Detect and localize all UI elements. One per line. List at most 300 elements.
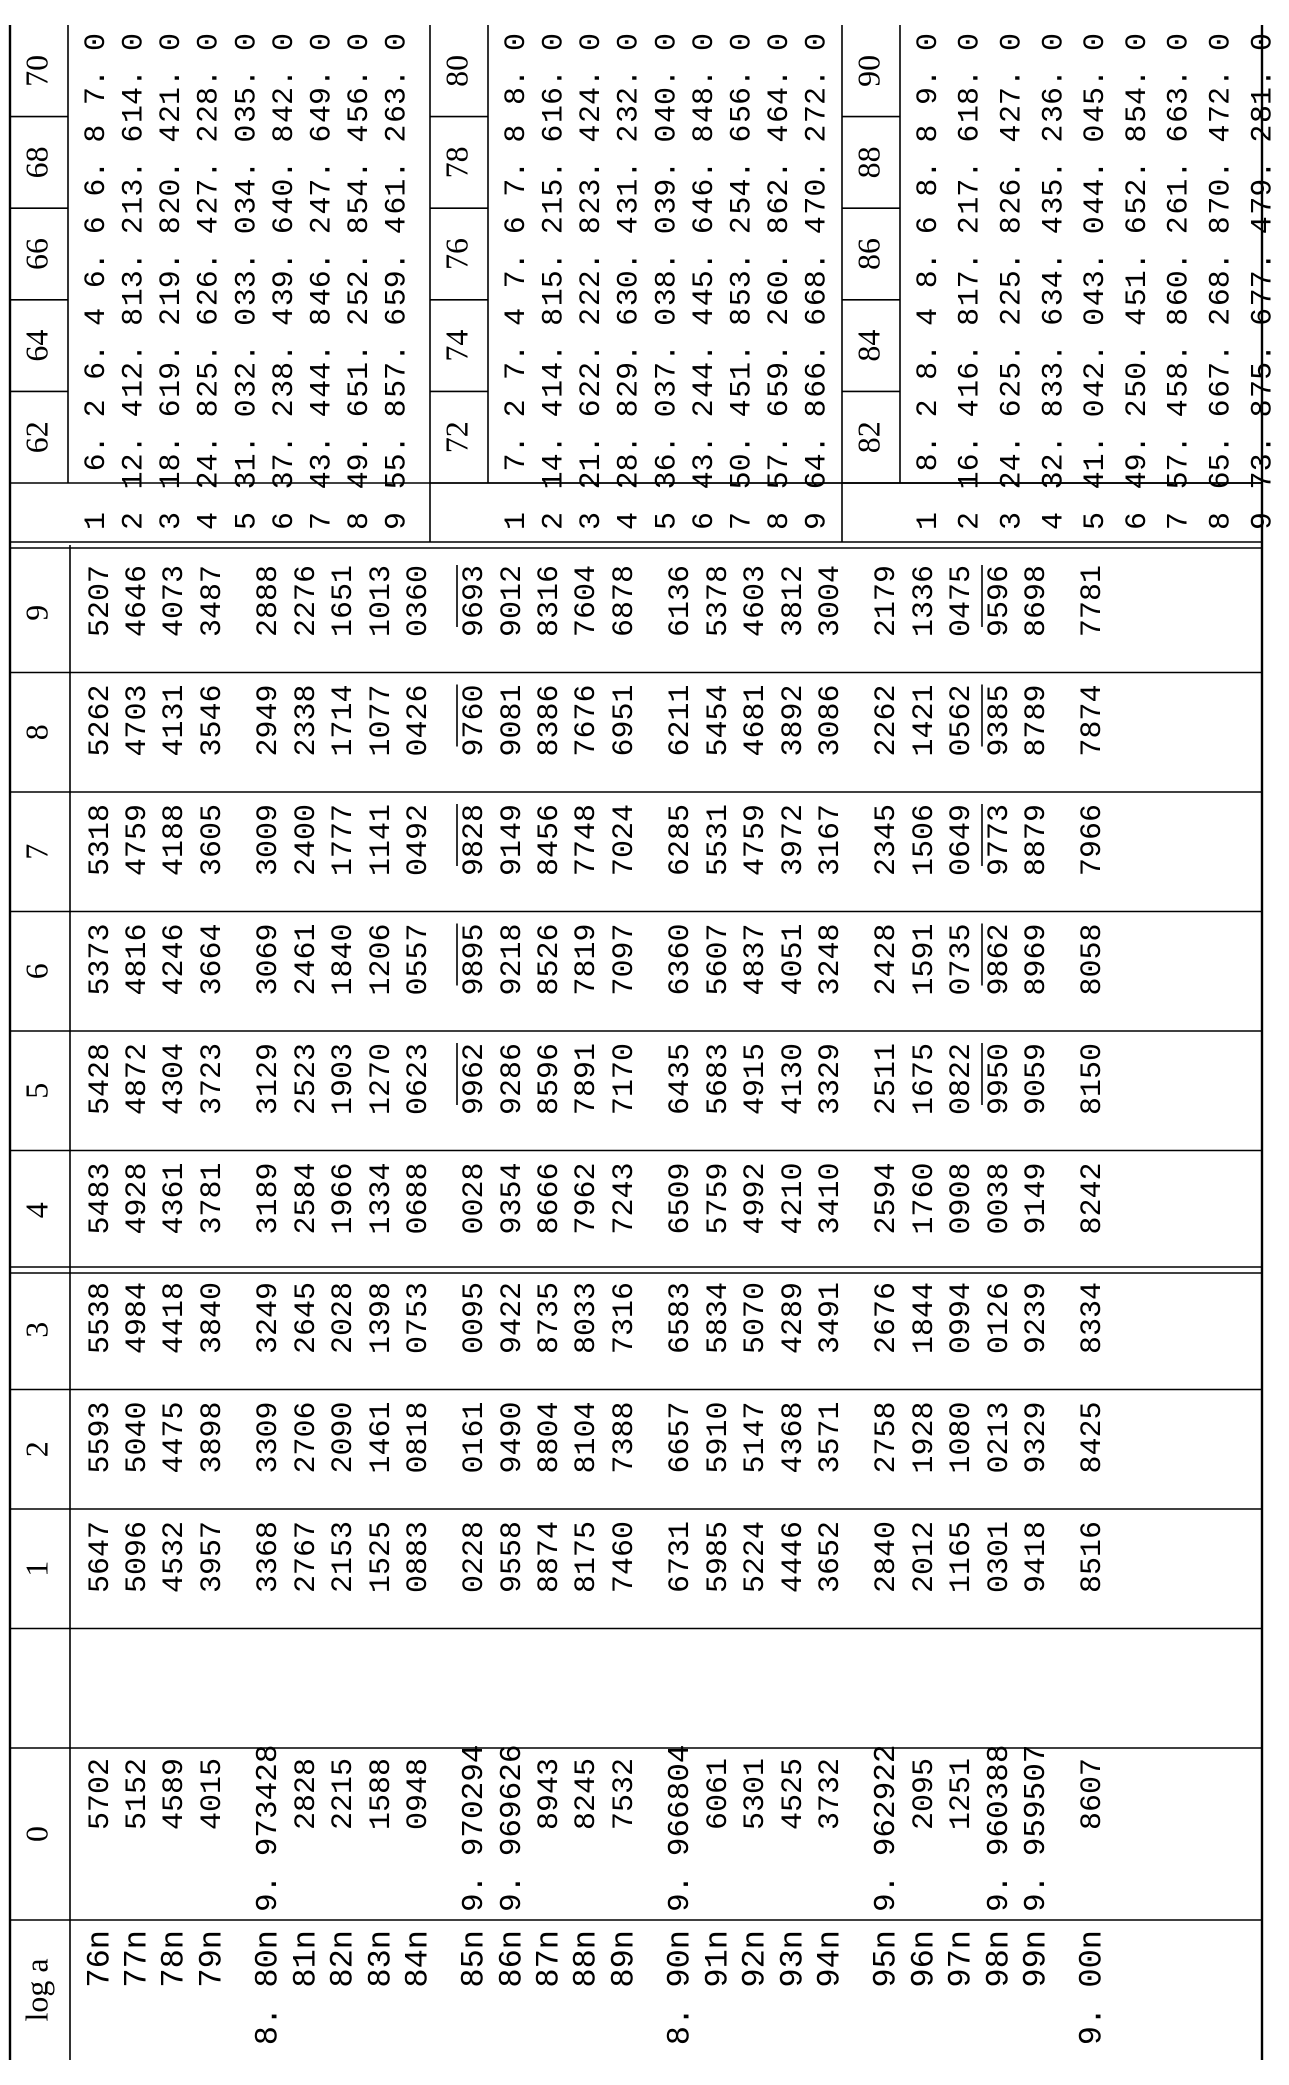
table-cell: 2767 <box>289 1521 324 1594</box>
pp-cell: 63. 0 <box>1162 33 1197 124</box>
table-cell: 7316 <box>607 1282 642 1355</box>
table-cell: 8316 <box>532 565 567 638</box>
table-cell: 6509 <box>663 1162 698 1235</box>
table-cell: 9558 <box>495 1521 530 1594</box>
base-mantissa: 9. 966804 <box>663 1744 699 1912</box>
pp-cell: 8. 6 <box>911 216 946 289</box>
digit-header: 9 <box>18 604 55 621</box>
pp-cell: 24. 0 <box>575 33 610 124</box>
pp-cell: 72. 0 <box>800 33 835 124</box>
table-cell: 0126 <box>982 1282 1017 1355</box>
table-cell: 4361 <box>157 1162 192 1235</box>
pp-row-number: 4 <box>612 511 647 531</box>
table-cell: 4703 <box>120 684 155 757</box>
table-cell: 5702 <box>83 1758 118 1831</box>
digit-header: 7 <box>18 843 55 860</box>
table-cell: 1525 <box>364 1521 399 1594</box>
pp-row-number: 3 <box>995 511 1030 531</box>
table-cell: 2400 <box>289 804 324 877</box>
pp-cell: 43. 2 <box>687 399 722 490</box>
pp-cell: 52. 8 <box>1120 124 1155 215</box>
table-cell: 8456 <box>532 804 567 877</box>
table-cell: 5147 <box>738 1401 773 1474</box>
table-cell: 5985 <box>701 1521 736 1594</box>
table-cell: 9218 <box>495 923 530 996</box>
pp-cell: 51. 2 <box>343 307 378 398</box>
base-mantissa: 9. 969626 <box>495 1744 531 1912</box>
table-cell: 4984 <box>120 1282 155 1355</box>
table-cell: 6360 <box>663 923 698 996</box>
table-cell: 9422 <box>495 1282 530 1355</box>
pp-cell: 75. 6 <box>1246 307 1281 398</box>
pp-header: 68 <box>18 146 55 179</box>
table-cell: 5683 <box>701 1043 736 1116</box>
pp-cell: 17. 6 <box>953 124 988 215</box>
table-cell: 2828 <box>289 1758 324 1831</box>
row-label: 79n <box>193 1930 231 1988</box>
table-cell: 3129 <box>251 1043 286 1116</box>
digit-header: 8 <box>18 724 55 741</box>
pp-cell: 22. 8 <box>575 216 610 307</box>
pp-cell: 43. 4 <box>305 399 340 490</box>
pp-cell: 56. 0 <box>343 33 378 124</box>
table-cell: 4246 <box>157 923 192 996</box>
table-cell: 8789 <box>1019 684 1054 757</box>
table-cell: 2028 <box>326 1282 361 1355</box>
table-cell: 8033 <box>569 1282 604 1355</box>
table-cell: 9286 <box>495 1043 530 1116</box>
base-mantissa: 9. 970294 <box>457 1744 493 1912</box>
table-cell: 4759 <box>738 804 773 877</box>
table-cell: 1588 <box>364 1758 399 1831</box>
row-label: 85n <box>455 1930 493 1988</box>
pp-cell: 32. 0 <box>230 307 265 398</box>
pp-cell: 36. 0 <box>650 399 685 490</box>
pp-cell: 49. 2 <box>1120 399 1155 490</box>
pp-header: 72 <box>438 421 475 454</box>
table-cell: 0649 <box>944 804 979 877</box>
table-cell: 7819 <box>569 923 604 996</box>
table-cell: 1506 <box>907 804 942 877</box>
table-cell: 4589 <box>157 1758 192 1831</box>
table-cell: 1844 <box>907 1282 942 1355</box>
table-cell: 4188 <box>157 804 192 877</box>
table-cell: 1675 <box>907 1043 942 1116</box>
table-cell: 2594 <box>869 1162 904 1235</box>
table-cell: 9773 <box>982 804 1017 877</box>
table-cell: 0360 <box>401 565 436 638</box>
table-cell: 5531 <box>701 804 736 877</box>
pp-cell: 64. 8 <box>800 399 835 490</box>
table-cell: 8175 <box>569 1521 604 1594</box>
pp-row-number: 6 <box>267 511 302 531</box>
table-cell: 4304 <box>157 1043 192 1116</box>
table-cell: 9354 <box>495 1162 530 1235</box>
table-cell: 8596 <box>532 1043 567 1116</box>
pp-cell: 62. 4 <box>763 124 798 215</box>
pp-cell: 41. 0 <box>1079 399 1114 490</box>
table-cell: 1777 <box>326 804 361 877</box>
pp-cell: 40. 8 <box>267 124 302 215</box>
pp-cell: 20. 4 <box>155 124 190 215</box>
pp-cell: 7. 0 <box>79 33 114 106</box>
pp-cell: 61. 6 <box>1162 124 1197 215</box>
pp-row-number: 3 <box>575 511 610 531</box>
pp-row-number: 7 <box>725 511 760 531</box>
table-cell: 3410 <box>813 1162 848 1235</box>
pp-cell: 67. 2 <box>1204 307 1239 398</box>
row-label: 93n <box>774 1930 812 1988</box>
table-cell: 1080 <box>944 1401 979 1474</box>
pp-cell: 6. 2 <box>79 399 114 472</box>
table-cell: 5538 <box>83 1282 118 1355</box>
pp-cell: 38. 4 <box>267 307 302 398</box>
table-cell: 2179 <box>869 565 904 638</box>
table-cell: 9760 <box>457 684 492 757</box>
pp-header: 86 <box>850 238 887 270</box>
table-cell: 8874 <box>532 1521 567 1594</box>
pp-cell: 31. 2 <box>612 124 647 215</box>
table-cell: 3957 <box>195 1521 230 1594</box>
table-cell: 8245 <box>569 1758 604 1831</box>
pp-cell: 15. 2 <box>537 216 572 307</box>
table-cell: 2345 <box>869 804 904 877</box>
table-cell: 3189 <box>251 1162 286 1235</box>
pp-cell: 46. 8 <box>687 124 722 215</box>
pp-header: 80 <box>438 54 475 87</box>
table-cell: 6285 <box>663 804 698 877</box>
pp-cell: 68. 4 <box>800 216 835 307</box>
table-cell: 6951 <box>607 684 642 757</box>
pp-cell: 59. 4 <box>380 216 415 307</box>
pp-cell: 7. 8 <box>499 124 534 197</box>
table-cell: 1206 <box>364 923 399 996</box>
pp-row-number: 9 <box>800 511 835 531</box>
table-cell: 7097 <box>607 923 642 996</box>
pp-cell: 49. 6 <box>343 399 378 490</box>
table-cell: 0426 <box>401 684 436 757</box>
pp-cell: 60. 8 <box>763 216 798 307</box>
table-cell: 1651 <box>326 565 361 638</box>
pp-cell: 28. 8 <box>612 399 647 490</box>
row-label: 89n <box>605 1930 643 1988</box>
pp-header: 62 <box>18 421 55 454</box>
pp-cell: 32. 8 <box>1037 399 1072 490</box>
pp-cell: 25. 6 <box>192 307 227 398</box>
table-cell: 8104 <box>569 1401 604 1474</box>
pp-cell: 9. 0 <box>911 33 946 106</box>
table-cell: 6878 <box>607 565 642 638</box>
pp-row-number: 8 <box>1204 511 1239 531</box>
table-cell: 4759 <box>120 804 155 877</box>
table-cell: 0557 <box>401 923 436 996</box>
table-cell: 0818 <box>401 1401 436 1474</box>
pp-cell: 16. 4 <box>953 399 988 490</box>
row-label: 94n <box>811 1930 849 1988</box>
table-cell: 4837 <box>738 923 773 996</box>
table-cell: 3069 <box>251 923 286 996</box>
table-cell: 4475 <box>157 1401 192 1474</box>
table-cell: 5910 <box>701 1401 736 1474</box>
table-cell: 5759 <box>701 1162 736 1235</box>
pp-cell: 17. 2 <box>953 216 988 307</box>
table-cell: 2584 <box>289 1162 324 1235</box>
pp-row-number: 5 <box>230 511 265 531</box>
table-cell: 4130 <box>776 1043 811 1116</box>
row-label: 81n <box>287 1930 325 1988</box>
pp-cell: 64. 0 <box>763 33 798 124</box>
pp-cell: 21. 6 <box>575 399 610 490</box>
pp-cell: 8. 0 <box>499 33 534 106</box>
pp-cell: 40. 0 <box>650 33 685 124</box>
table-cell: 1270 <box>364 1043 399 1116</box>
table-cell: 6657 <box>663 1401 698 1474</box>
row-label: 76n <box>81 1930 119 1988</box>
table-cell: 5454 <box>701 684 736 757</box>
pp-cell: 68. 8 <box>1204 216 1239 307</box>
table-cell: 3812 <box>776 565 811 638</box>
table-cell: 1903 <box>326 1043 361 1116</box>
pp-cell: 18. 0 <box>953 33 988 124</box>
table-cell: 8516 <box>1075 1521 1110 1594</box>
pp-header: 78 <box>438 146 475 179</box>
pp-cell: 8. 4 <box>911 307 946 380</box>
table-cell: 4418 <box>157 1282 192 1355</box>
row-label: 82n <box>324 1930 362 1988</box>
base-mantissa: 9. 973428 <box>251 1744 287 1912</box>
row-label: 86n <box>493 1930 531 1988</box>
table-cell: 7460 <box>607 1521 642 1594</box>
table-cell: 1398 <box>364 1282 399 1355</box>
table-cell: 9385 <box>982 684 1017 757</box>
table-cell: 1334 <box>364 1162 399 1235</box>
table-cell: 2949 <box>251 684 286 757</box>
table-cell: 3004 <box>813 565 848 638</box>
row-label: 97n <box>942 1930 980 1988</box>
table-cell: 3368 <box>251 1521 286 1594</box>
pp-cell: 39. 6 <box>267 216 302 307</box>
table-cell: 9418 <box>1019 1521 1054 1594</box>
table-cell: 7604 <box>569 565 604 638</box>
table-cell: 5607 <box>701 923 736 996</box>
pp-cell: 50. 4 <box>1120 307 1155 398</box>
row-label: 9. 00n <box>1073 1930 1111 2046</box>
pp-cell: 22. 2 <box>575 307 610 398</box>
pp-row-number: 7 <box>1162 511 1197 531</box>
table-cell: 2276 <box>289 565 324 638</box>
pp-cell: 54. 0 <box>1120 33 1155 124</box>
table-cell: 6731 <box>663 1521 698 1594</box>
pp-header: 66 <box>18 238 55 270</box>
pp-cell: 29. 6 <box>612 307 647 398</box>
table-cell: 3840 <box>195 1282 230 1355</box>
table-cell: 6061 <box>701 1758 736 1831</box>
table-cell: 0028 <box>457 1162 492 1235</box>
pp-cell: 61. 2 <box>380 124 415 215</box>
table-cell: 5070 <box>738 1282 773 1355</box>
digit-header: 1 <box>18 1560 55 1577</box>
table-cell: 7024 <box>607 804 642 877</box>
table-cell: 9081 <box>495 684 530 757</box>
pp-row-number: 8 <box>343 511 378 531</box>
pp-cell: 25. 2 <box>995 307 1030 398</box>
table-cell: 3605 <box>195 804 230 877</box>
pp-cell: 32. 0 <box>612 33 647 124</box>
pp-cell: 52. 8 <box>343 216 378 307</box>
table-cell: 4681 <box>738 684 773 757</box>
pp-row-number: 3 <box>155 511 190 531</box>
table-cell: 1141 <box>364 804 399 877</box>
table-cell: 5834 <box>701 1282 736 1355</box>
table-cell: 0994 <box>944 1282 979 1355</box>
table-cell: 5318 <box>83 804 118 877</box>
pp-cell: 63. 0 <box>380 33 415 124</box>
pp-cell: 23. 4 <box>575 124 610 215</box>
pp-header: 82 <box>850 421 887 454</box>
pp-row-number: 2 <box>117 511 152 531</box>
table-cell: 9239 <box>1019 1282 1054 1355</box>
table-cell: 9596 <box>982 565 1017 638</box>
pp-header: 74 <box>438 329 475 362</box>
table-cell: 0822 <box>944 1043 979 1116</box>
table-cell: 0562 <box>944 684 979 757</box>
table-cell: 5428 <box>83 1043 118 1116</box>
table-cell: 4073 <box>157 565 192 638</box>
pp-cell: 30. 4 <box>612 216 647 307</box>
pp-cell: 25. 8 <box>995 216 1030 307</box>
pp-cell: 57. 6 <box>763 399 798 490</box>
table-cell: 6583 <box>663 1282 698 1355</box>
table-cell: 4603 <box>738 565 773 638</box>
pp-header: 88 <box>850 146 887 179</box>
table-cell: 3723 <box>195 1043 230 1116</box>
pp-cell: 47. 6 <box>305 124 340 215</box>
pp-cell: 19. 8 <box>155 216 190 307</box>
base-mantissa: 9. 962922 <box>869 1744 905 1912</box>
table-cell: 1760 <box>907 1162 942 1235</box>
table-cell: 4928 <box>120 1162 155 1235</box>
table-cell: 2262 <box>869 684 904 757</box>
pp-cell: 7. 6 <box>499 216 534 289</box>
table-cell: 6211 <box>663 684 698 757</box>
pp-cell: 50. 4 <box>725 399 760 490</box>
pp-cell: 13. 6 <box>117 124 152 215</box>
table-cell: 7532 <box>607 1758 642 1831</box>
table-cell: 8386 <box>532 684 567 757</box>
table-cell: 3972 <box>776 804 811 877</box>
table-cell: 9950 <box>982 1043 1017 1116</box>
table-cell: 3309 <box>251 1401 286 1474</box>
table-cell: 1013 <box>364 565 399 638</box>
table-cell: 4532 <box>157 1521 192 1594</box>
row-label: 95n <box>867 1930 905 1988</box>
pp-cell: 77. 4 <box>1246 216 1281 307</box>
table-cell: 2090 <box>326 1401 361 1474</box>
table-cell: 3249 <box>251 1282 286 1355</box>
pp-row-number: 6 <box>1120 511 1155 531</box>
pp-cell: 58. 8 <box>1162 307 1197 398</box>
table-cell: 3664 <box>195 923 230 996</box>
table-cell: 9862 <box>982 923 1017 996</box>
table-cell: 1591 <box>907 923 942 996</box>
pp-cell: 35. 0 <box>230 33 265 124</box>
pp-row-number: 6 <box>687 511 722 531</box>
table-cell: 1077 <box>364 684 399 757</box>
pp-cell: 35. 2 <box>1037 124 1072 215</box>
table-cell: 2461 <box>289 923 324 996</box>
row-label: 8. 80n <box>249 1930 287 2046</box>
table-cell: 2215 <box>326 1758 361 1831</box>
pp-cell: 6. 6 <box>79 216 114 289</box>
row-label: 77n <box>118 1930 156 1988</box>
table-cell: 4368 <box>776 1401 811 1474</box>
pp-cell: 43. 0 <box>1079 216 1114 307</box>
pp-cell: 60. 2 <box>1162 216 1197 307</box>
pp-cell: 18. 6 <box>155 399 190 490</box>
pp-cell: 53. 2 <box>725 216 760 307</box>
digit-header: 3 <box>18 1321 55 1338</box>
digit-header: 0 <box>18 1826 55 1842</box>
table-cell: 7891 <box>569 1043 604 1116</box>
table-cell: 7781 <box>1075 565 1110 638</box>
row-label: 87n <box>530 1930 568 1988</box>
pp-cell: 44. 4 <box>687 307 722 398</box>
table-cell: 7748 <box>569 804 604 877</box>
table-cell: 5096 <box>120 1521 155 1594</box>
row-label: 8. 90n <box>661 1930 699 2046</box>
pp-cell: 6. 4 <box>79 307 114 380</box>
table-cell: 3571 <box>813 1401 848 1474</box>
table-cell: 2706 <box>289 1401 324 1474</box>
table-cell: 5647 <box>83 1521 118 1594</box>
pp-cell: 70. 2 <box>800 124 835 215</box>
pp-cell: 34. 0 <box>230 124 265 215</box>
table-cell: 3652 <box>813 1521 848 1594</box>
pp-cell: 51. 8 <box>725 307 760 398</box>
pp-row-number: 1 <box>79 511 114 531</box>
table-cell: 8334 <box>1075 1282 1110 1355</box>
row-label: 91n <box>699 1930 737 1988</box>
pp-cell: 14. 4 <box>537 399 572 490</box>
table-cell: 1165 <box>944 1521 979 1594</box>
pp-row-number: 9 <box>1246 511 1281 531</box>
table-cell: 9012 <box>495 565 530 638</box>
pp-cell: 34. 4 <box>1037 216 1072 307</box>
table-cell: 7966 <box>1075 804 1110 877</box>
table-cell: 5262 <box>83 684 118 757</box>
table-cell: 1336 <box>907 565 942 638</box>
table-cell: 8943 <box>532 1758 567 1831</box>
pp-row-number: 5 <box>1079 511 1114 531</box>
pp-cell: 31. 0 <box>230 399 265 490</box>
table-cell: 5301 <box>738 1758 773 1831</box>
pp-cell: 14. 8 <box>537 307 572 398</box>
pp-header: 76 <box>438 238 475 270</box>
pp-row-number: 4 <box>192 511 227 531</box>
pp-row-number: 1 <box>499 511 534 531</box>
pp-cell: 27. 0 <box>995 33 1030 124</box>
table-cell: 7243 <box>607 1162 642 1235</box>
table-cell: 8666 <box>532 1162 567 1235</box>
table-cell: 0301 <box>982 1521 1017 1594</box>
pp-cell: 57. 6 <box>380 307 415 398</box>
table-cell: 2645 <box>289 1282 324 1355</box>
pp-cell: 54. 4 <box>343 124 378 215</box>
row-label: 84n <box>399 1930 437 1988</box>
pp-header: 90 <box>850 54 887 87</box>
pp-cell: 51. 6 <box>1120 216 1155 307</box>
table-cell: 8804 <box>532 1401 567 1474</box>
